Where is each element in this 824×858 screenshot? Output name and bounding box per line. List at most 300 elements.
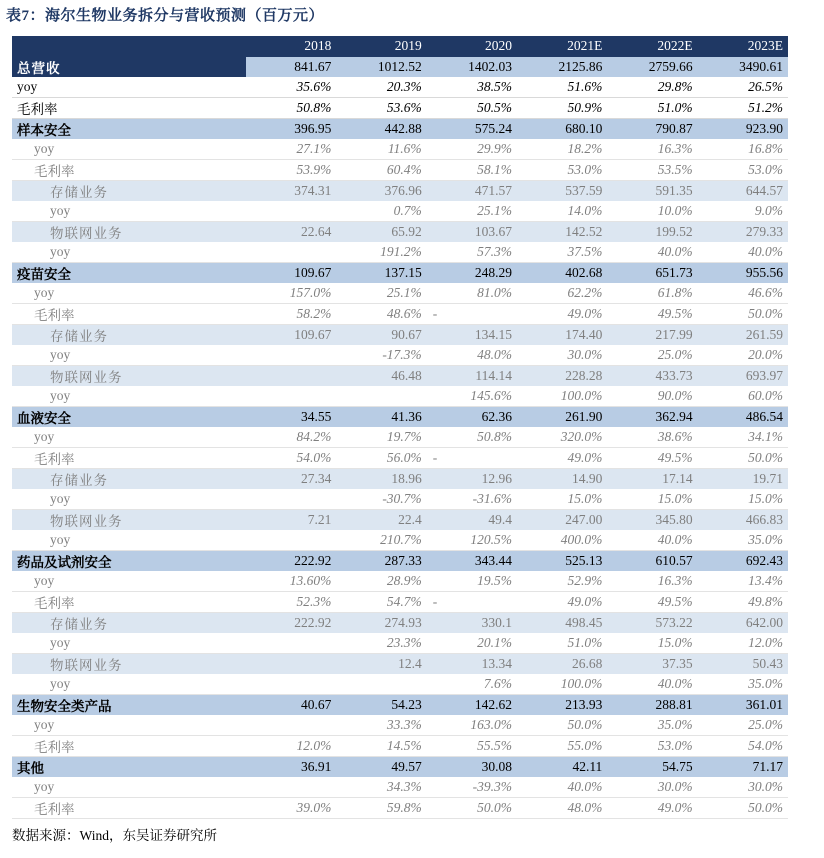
table-cell: -31.6% <box>427 489 517 510</box>
table-row <box>12 613 788 634</box>
table-cell: 923.90 <box>698 119 788 140</box>
table-row <box>12 674 788 695</box>
row-label: 存储业务 <box>12 613 246 634</box>
table-cell: 157.0% <box>246 283 336 304</box>
table-cell: 40.67 <box>246 695 336 716</box>
table-cell: 34.55 <box>246 407 336 428</box>
table-cell: 361.01 <box>698 695 788 716</box>
table-row <box>12 407 788 428</box>
table-cell: 261.90 <box>517 407 607 428</box>
table-cell <box>246 715 336 736</box>
table-cell: 50.5% <box>427 98 517 119</box>
table-header-row <box>12 36 788 57</box>
table-cell: 50.0% <box>698 448 788 469</box>
row-label: 毛利率 <box>12 592 246 613</box>
table-cell: 1402.03 <box>427 57 517 78</box>
row-label: 物联网业务 <box>12 366 246 387</box>
table-row <box>12 139 788 160</box>
table-row <box>12 489 788 510</box>
table-row <box>12 57 788 78</box>
table-cell: 40.0% <box>607 530 697 551</box>
table-cell: 199.52 <box>607 222 697 243</box>
table-cell: 12.96 <box>427 469 517 490</box>
row-label: yoy <box>12 777 246 798</box>
table-cell: 10.0% <box>607 201 697 222</box>
table-cell: 163.0% <box>427 715 517 736</box>
row-label: yoy <box>12 530 246 551</box>
table-cell: 247.00 <box>517 510 607 531</box>
table-row <box>12 715 788 736</box>
table-cell: 692.43 <box>698 551 788 572</box>
table-row <box>12 510 788 531</box>
table-cell: 22.4 <box>336 510 426 531</box>
table-cell: 27.1% <box>246 139 336 160</box>
table-cell: 109.67 <box>246 263 336 284</box>
table-row <box>12 242 788 263</box>
table-cell: - <box>427 448 517 469</box>
table-row <box>12 695 788 716</box>
table-cell <box>246 366 336 387</box>
table-cell: 261.59 <box>698 325 788 346</box>
row-label: 物联网业务 <box>12 222 246 243</box>
table-cell: 396.95 <box>246 119 336 140</box>
table-cell: 109.67 <box>246 325 336 346</box>
table-cell: 287.33 <box>336 551 426 572</box>
table-cell: 60.0% <box>698 386 788 407</box>
table-cell: 28.9% <box>336 571 426 592</box>
table-cell: 20.0% <box>698 345 788 366</box>
table-cell: 13.34 <box>427 654 517 675</box>
table-row <box>12 469 788 490</box>
table-cell: 14.90 <box>517 469 607 490</box>
table-cell: 38.5% <box>427 77 517 98</box>
table-cell: 7.6% <box>427 674 517 695</box>
table-cell: 11.6% <box>336 139 426 160</box>
table-cell: 30.0% <box>607 777 697 798</box>
header-cell-2023e: 2023E <box>698 36 788 57</box>
table-cell: 841.67 <box>246 57 336 78</box>
table-cell: 120.5% <box>427 530 517 551</box>
row-label: yoy <box>12 674 246 695</box>
table-cell: 49.4 <box>427 510 517 531</box>
table-cell: 191.2% <box>336 242 426 263</box>
table-cell: 12.4 <box>336 654 426 675</box>
table-cell: 248.29 <box>427 263 517 284</box>
table-cell: 29.8% <box>607 77 697 98</box>
header-cell-2020: 2020 <box>427 36 517 57</box>
table-cell: 41.36 <box>336 407 426 428</box>
table-cell: 26.68 <box>517 654 607 675</box>
table-cell <box>336 386 426 407</box>
table-cell: 58.2% <box>246 304 336 325</box>
row-label: yoy <box>12 386 246 407</box>
table-cell: 362.94 <box>607 407 697 428</box>
table-cell: 18.96 <box>336 469 426 490</box>
table-cell: 40.0% <box>517 777 607 798</box>
table-cell: 210.7% <box>336 530 426 551</box>
row-label: 血液安全 <box>12 407 246 428</box>
table-cell: 137.15 <box>336 263 426 284</box>
table-cell: 402.68 <box>517 263 607 284</box>
row-label: 疫苗安全 <box>12 263 246 284</box>
table-cell: 57.3% <box>427 242 517 263</box>
table-cell: 49.8% <box>698 592 788 613</box>
table-cell: 498.45 <box>517 613 607 634</box>
table-cell: 19.71 <box>698 469 788 490</box>
table-cell: 274.93 <box>336 613 426 634</box>
table-cell: 14.0% <box>517 201 607 222</box>
table-cell: 15.0% <box>698 489 788 510</box>
table-cell: 53.5% <box>607 160 697 181</box>
table-cell <box>246 654 336 675</box>
table-cell: - <box>427 304 517 325</box>
table-cell: 3490.61 <box>698 57 788 78</box>
table-cell: 29.9% <box>427 139 517 160</box>
table-cell: 575.24 <box>427 119 517 140</box>
table-cell: 35.0% <box>698 530 788 551</box>
table-cell: 610.57 <box>607 551 697 572</box>
table-cell: 16.3% <box>607 139 697 160</box>
table-cell: 49.5% <box>607 448 697 469</box>
table-cell: 320.0% <box>517 427 607 448</box>
table-cell: 651.73 <box>607 263 697 284</box>
row-label: 药品及试剂安全 <box>12 551 246 572</box>
row-label: 物联网业务 <box>12 510 246 531</box>
table-cell: 61.8% <box>607 283 697 304</box>
table-cell <box>246 345 336 366</box>
table-cell: 54.0% <box>698 736 788 757</box>
table-cell: 1012.52 <box>336 57 426 78</box>
table-row <box>12 757 788 778</box>
table-cell: 330.1 <box>427 613 517 634</box>
table-cell: 142.62 <box>427 695 517 716</box>
table-cell: 49.5% <box>607 592 697 613</box>
table-cell <box>246 674 336 695</box>
table-row <box>12 160 788 181</box>
row-label: 其他 <box>12 757 246 778</box>
table-row <box>12 325 788 346</box>
table-cell: 471.57 <box>427 181 517 202</box>
table-cell: 50.0% <box>698 798 788 819</box>
header-cell-2022e: 2022E <box>607 36 697 57</box>
table-cell: 142.52 <box>517 222 607 243</box>
table-cell: 51.6% <box>517 77 607 98</box>
table-cell: 36.91 <box>246 757 336 778</box>
table-row <box>12 283 788 304</box>
row-label: yoy <box>12 715 246 736</box>
table-row <box>12 222 788 243</box>
row-label: yoy <box>12 201 246 222</box>
table-row <box>12 530 788 551</box>
row-label: 毛利率 <box>12 160 246 181</box>
table-cell: 40.0% <box>607 674 697 695</box>
row-label: yoy <box>12 242 246 263</box>
table-cell: 2125.86 <box>517 57 607 78</box>
table-cell: 16.8% <box>698 139 788 160</box>
table-cell: 30.0% <box>517 345 607 366</box>
table-row <box>12 304 788 325</box>
table-cell: 56.0% <box>336 448 426 469</box>
table-cell: 343.44 <box>427 551 517 572</box>
table-cell: 40.0% <box>698 242 788 263</box>
table-cell: -17.3% <box>336 345 426 366</box>
table-cell <box>246 530 336 551</box>
row-label: yoy <box>12 427 246 448</box>
table-cell: 680.10 <box>517 119 607 140</box>
table-cell: 34.3% <box>336 777 426 798</box>
row-label: 样本安全 <box>12 119 246 140</box>
table-cell: 50.0% <box>427 798 517 819</box>
table-cell: 52.3% <box>246 592 336 613</box>
table-cell: 345.80 <box>607 510 697 531</box>
table-cell: 103.67 <box>427 222 517 243</box>
table-cell: 65.92 <box>336 222 426 243</box>
row-label: 生物安全类产品 <box>12 695 246 716</box>
forecast-table <box>12 36 788 819</box>
table-cell: 50.8% <box>246 98 336 119</box>
table-cell: 84.2% <box>246 427 336 448</box>
table-cell: 222.92 <box>246 613 336 634</box>
table-cell: 114.14 <box>427 366 517 387</box>
row-label: 毛利率 <box>12 448 246 469</box>
table-title: 表7：海尔生物业务拆分与营收预测（百万元） <box>6 8 325 24</box>
table-row <box>12 427 788 448</box>
table-cell <box>336 674 426 695</box>
table-cell: 288.81 <box>607 695 697 716</box>
table-cell: 26.5% <box>698 77 788 98</box>
table-row <box>12 345 788 366</box>
row-label: 存储业务 <box>12 469 246 490</box>
table-row <box>12 386 788 407</box>
table-cell: 51.2% <box>698 98 788 119</box>
table-cell: 50.9% <box>517 98 607 119</box>
table-cell: 12.0% <box>246 736 336 757</box>
table-cell: 15.0% <box>607 489 697 510</box>
table-cell: 25.0% <box>698 715 788 736</box>
table-cell: 25.1% <box>336 283 426 304</box>
table-cell: 2759.66 <box>607 57 697 78</box>
table-cell: 30.0% <box>698 777 788 798</box>
table-cell <box>246 242 336 263</box>
table-cell: 90.0% <box>607 386 697 407</box>
row-label: yoy <box>12 283 246 304</box>
table-cell: 693.97 <box>698 366 788 387</box>
table-cell: 54.0% <box>246 448 336 469</box>
table-cell: 58.1% <box>427 160 517 181</box>
table-row <box>12 181 788 202</box>
table-row <box>12 654 788 675</box>
table-row <box>12 119 788 140</box>
table-cell: 37.5% <box>517 242 607 263</box>
table-cell: 50.8% <box>427 427 517 448</box>
table-cell: 12.0% <box>698 633 788 654</box>
table-cell <box>246 489 336 510</box>
table-cell <box>246 777 336 798</box>
row-label: 存储业务 <box>12 181 246 202</box>
table-cell: 35.0% <box>698 674 788 695</box>
table-cell: 49.0% <box>607 798 697 819</box>
table-cell: 466.83 <box>698 510 788 531</box>
table-cell: 46.48 <box>336 366 426 387</box>
table-cell: 100.0% <box>517 674 607 695</box>
table-cell: 35.6% <box>246 77 336 98</box>
table-cell: 42.11 <box>517 757 607 778</box>
table-cell <box>246 201 336 222</box>
table-cell: 433.73 <box>607 366 697 387</box>
header-cell-2019: 2019 <box>336 36 426 57</box>
row-label: 存储业务 <box>12 325 246 346</box>
row-label: 毛利率 <box>12 798 246 819</box>
row-label: 物联网业务 <box>12 654 246 675</box>
table-cell: 134.15 <box>427 325 517 346</box>
table-row <box>12 777 788 798</box>
table-row <box>12 592 788 613</box>
row-label: 总营收 <box>12 57 246 78</box>
row-label: yoy <box>12 633 246 654</box>
table-row <box>12 633 788 654</box>
table-cell: 51.0% <box>517 633 607 654</box>
table-cell: 19.5% <box>427 571 517 592</box>
table-cell: 20.1% <box>427 633 517 654</box>
table-cell: 50.43 <box>698 654 788 675</box>
row-label: yoy <box>12 571 246 592</box>
table-cell: 374.31 <box>246 181 336 202</box>
table-cell: 49.57 <box>336 757 426 778</box>
source-note: 数据来源：Wind，东吴证券研究所 <box>12 828 217 843</box>
table-row <box>12 571 788 592</box>
table-cell: 54.23 <box>336 695 426 716</box>
table-cell: 51.0% <box>607 98 697 119</box>
table-cell: 0.7% <box>336 201 426 222</box>
table-cell: 34.1% <box>698 427 788 448</box>
table-cell: 9.0% <box>698 201 788 222</box>
table-cell: 17.14 <box>607 469 697 490</box>
table-cell: 48.0% <box>427 345 517 366</box>
table-cell: 22.64 <box>246 222 336 243</box>
table-cell: 54.7% <box>336 592 426 613</box>
table-cell: 53.9% <box>246 160 336 181</box>
table-cell: 15.0% <box>607 633 697 654</box>
table-cell: 37.35 <box>607 654 697 675</box>
table-cell: 62.36 <box>427 407 517 428</box>
table-cell <box>246 386 336 407</box>
header-cell-2018: 2018 <box>246 36 336 57</box>
table-cell: 13.60% <box>246 571 336 592</box>
table-cell: 400.0% <box>517 530 607 551</box>
table-row <box>12 263 788 284</box>
table-cell: 25.0% <box>607 345 697 366</box>
table-cell: 591.35 <box>607 181 697 202</box>
table-cell: 15.0% <box>517 489 607 510</box>
table-cell: 50.0% <box>698 304 788 325</box>
table-cell: 955.56 <box>698 263 788 284</box>
row-label: 毛利率 <box>12 98 246 119</box>
table-row <box>12 201 788 222</box>
table-cell: 35.0% <box>607 715 697 736</box>
table-cell: 279.33 <box>698 222 788 243</box>
table-cell: 71.17 <box>698 757 788 778</box>
table-cell: 39.0% <box>246 798 336 819</box>
table-cell: 27.34 <box>246 469 336 490</box>
table-cell: 53.6% <box>336 98 426 119</box>
table-cell: 145.6% <box>427 386 517 407</box>
table-cell: 49.0% <box>517 304 607 325</box>
header-cell-2021e: 2021E <box>517 36 607 57</box>
table-row <box>12 736 788 757</box>
table-cell: 53.0% <box>698 160 788 181</box>
table-cell: 19.7% <box>336 427 426 448</box>
table-cell: 228.28 <box>517 366 607 387</box>
table-row <box>12 551 788 572</box>
table-row <box>12 98 788 119</box>
table-row <box>12 77 788 98</box>
table-row <box>12 448 788 469</box>
table-cell: 53.0% <box>607 736 697 757</box>
table-cell: 55.0% <box>517 736 607 757</box>
table-cell: 59.8% <box>336 798 426 819</box>
table-cell: 213.93 <box>517 695 607 716</box>
table-cell: 90.67 <box>336 325 426 346</box>
table-cell: 30.08 <box>427 757 517 778</box>
table-cell: 525.13 <box>517 551 607 572</box>
table-cell: 7.21 <box>246 510 336 531</box>
table-cell: 217.99 <box>607 325 697 346</box>
table-cell: 60.4% <box>336 160 426 181</box>
table-cell: 46.6% <box>698 283 788 304</box>
table-cell: -30.7% <box>336 489 426 510</box>
table-cell: 222.92 <box>246 551 336 572</box>
table-cell: - <box>427 592 517 613</box>
table-cell: 23.3% <box>336 633 426 654</box>
table-cell: 573.22 <box>607 613 697 634</box>
table-cell: -39.3% <box>427 777 517 798</box>
table-cell: 40.0% <box>607 242 697 263</box>
table-cell: 644.57 <box>698 181 788 202</box>
table-cell: 49.0% <box>517 448 607 469</box>
row-label: 毛利率 <box>12 736 246 757</box>
row-label: yoy <box>12 345 246 366</box>
table-cell: 790.87 <box>607 119 697 140</box>
table-cell: 53.0% <box>517 160 607 181</box>
table-cell: 49.0% <box>517 592 607 613</box>
table-cell: 13.4% <box>698 571 788 592</box>
table-cell: 20.3% <box>336 77 426 98</box>
table-cell <box>246 633 336 654</box>
header-cell-label <box>12 36 246 57</box>
row-label: yoy <box>12 77 246 98</box>
table-cell: 38.6% <box>607 427 697 448</box>
table-body <box>12 57 788 819</box>
table-cell: 14.5% <box>336 736 426 757</box>
table-cell: 50.0% <box>517 715 607 736</box>
table-cell: 376.96 <box>336 181 426 202</box>
row-label: yoy <box>12 139 246 160</box>
row-label: yoy <box>12 489 246 510</box>
table-row <box>12 366 788 387</box>
table-row <box>12 798 788 819</box>
table-cell: 442.88 <box>336 119 426 140</box>
table-cell: 174.40 <box>517 325 607 346</box>
table-cell: 54.75 <box>607 757 697 778</box>
table-cell: 81.0% <box>427 283 517 304</box>
table-cell: 486.54 <box>698 407 788 428</box>
row-label: 毛利率 <box>12 304 246 325</box>
table-cell: 100.0% <box>517 386 607 407</box>
table-cell: 537.59 <box>517 181 607 202</box>
table-cell: 16.3% <box>607 571 697 592</box>
table-cell: 33.3% <box>336 715 426 736</box>
table-cell: 55.5% <box>427 736 517 757</box>
